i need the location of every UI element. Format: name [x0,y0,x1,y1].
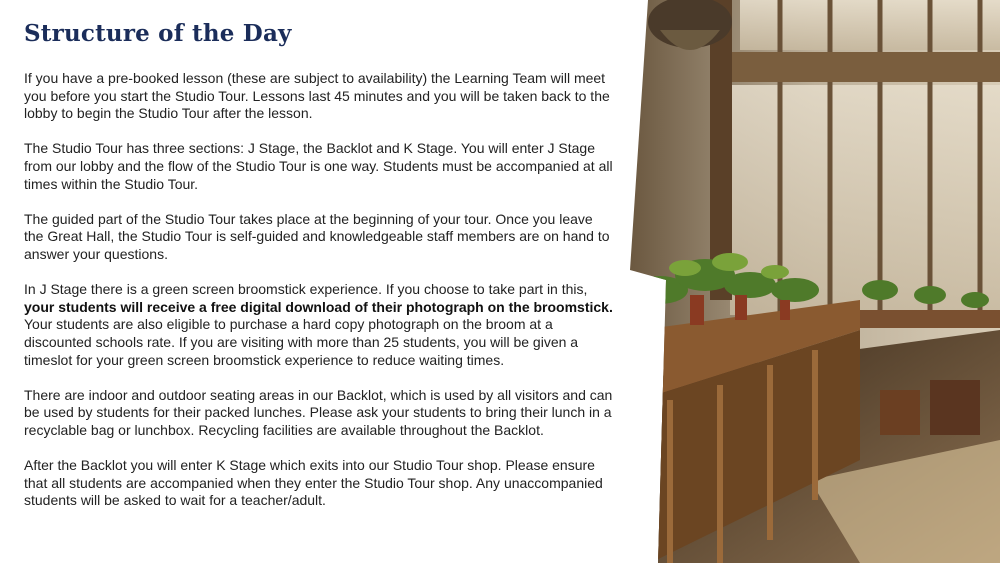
broomstick-text-before: In J Stage there is a green screen broomstick experience. If you choose to take part in this, [24,281,588,298]
greenhouse-photo [630,0,1000,563]
paragraph-sections: The Studio Tour has three sections: J Stage, the Backlot and K Stage. You will enter J Stage from our lobby and the flow of the Studio Tour is one way. Students must be accompanied at all times within the Studio Tour. [24,140,613,192]
paragraph-broomstick [24,281,616,369]
page-title: Structure of the Day [24,20,292,47]
broomstick-text-after: Your students are also eligible to purchase a hard copy photograph on the broom at a discounted schools rate. If you are visiting with more than 25 students, you will be given a timeslot for your green screen broomstick experience to reduce waiting times. [24,316,579,368]
paragraph-k-stage: After the Backlot you will enter K Stage which exits into our Studio Tour shop. Please ensure that all students are accompanied when they enter the Studio Tour shop. Any unaccompanied students will be asked to wait for a teacher/adult. [24,457,603,509]
paragraph-backlot: There are indoor and outdoor seating areas in our Backlot, which is used by all visitors and can be used by students for their packed lunches. Please ask your students to bring their lunch in a recyclable bag or lunchbox. Recycling facilities are available throughout the Backlot. [24,386,613,438]
paragraph-guided-tour: The guided part of the Studio Tour takes place at the beginning of your tour. Once you leave the Great Hall, the Studio Tour is self-guided and knowledgeable staff members are on hand to answer your questions. [24,210,610,262]
broomstick-bold-text: your students will receive a free digital download of their photograph on the broomstick. [24,298,613,315]
paragraph-lesson: If you have a pre-booked lesson (these are subject to availability) the Learning Team will meet you before you start the Studio Tour. Lessons last 45 minutes and you will be taken back to the lobby to begin the Studio Tour after the lesson. [24,70,610,122]
body-text [24,70,616,527]
